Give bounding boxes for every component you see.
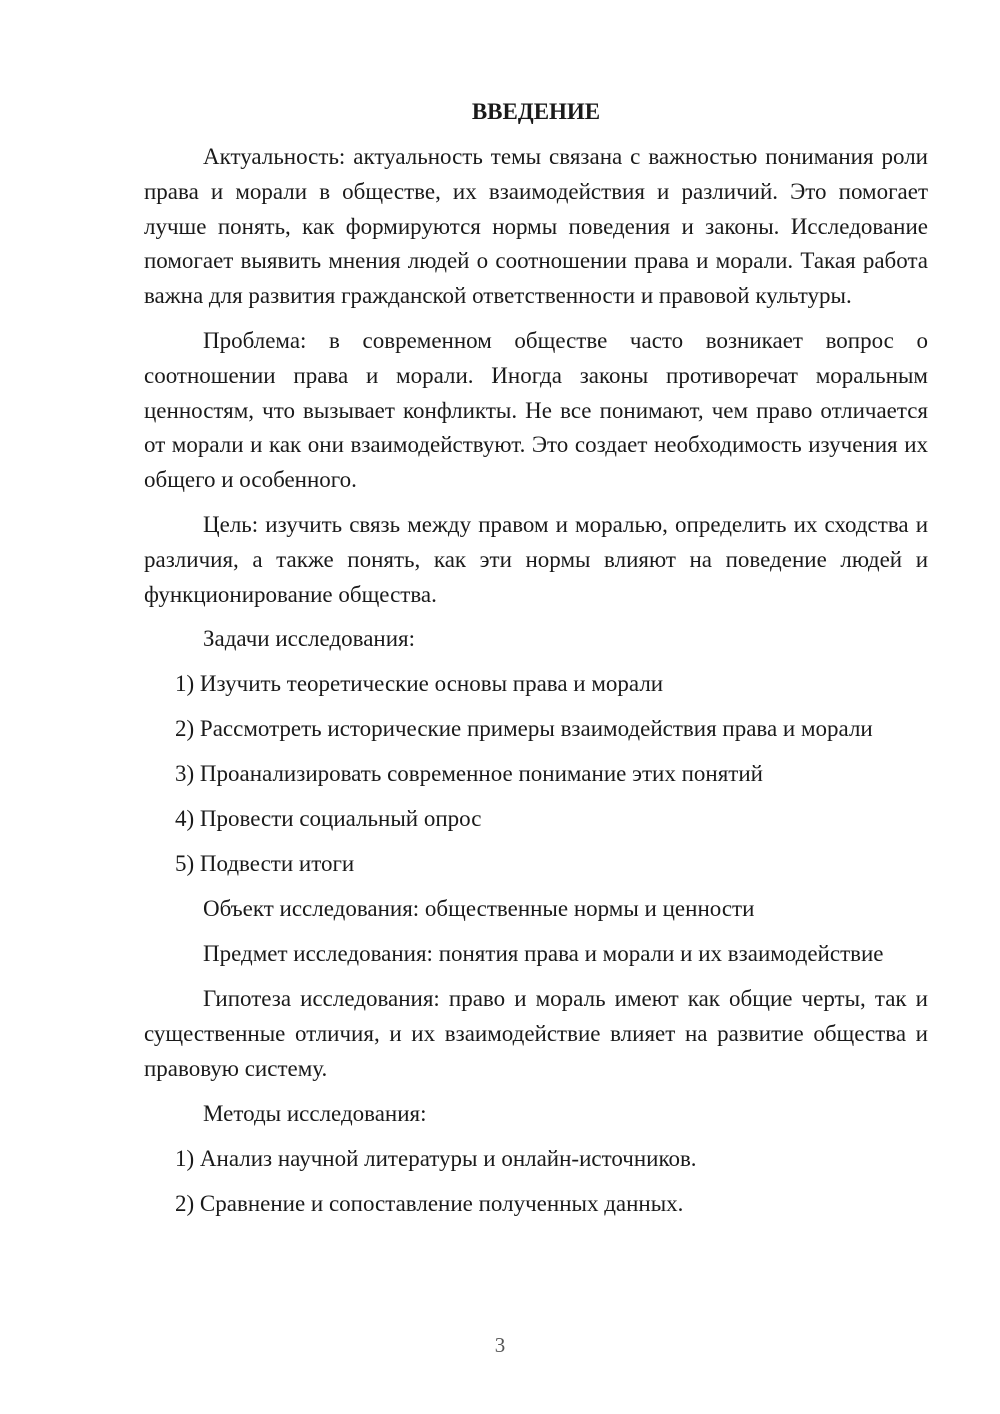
method-item-1: 1) Анализ научной литературы и онлайн-источников. (175, 1145, 697, 1171)
task-item-3: 3) Проанализировать современное понимание этих понятий (175, 761, 763, 787)
problem-paragraph: Проблема: в современном обществе часто возникает вопрос о соотношении права и морали. Иногда законы противоречат моральным ценностям, что вызывает конфликты. Не все понимают, чем право отличается от морали и как они взаимодействуют. Это создает необходимость изучения их общего и особенного. (144, 327, 928, 493)
research-object: Объект исследования: общественные нормы и ценности (203, 896, 755, 922)
task-item-5: 5) Подвести итоги (175, 851, 355, 877)
section-title: ВВЕДЕНИЕ (471, 99, 601, 124)
hypothesis-paragraph: Гипотеза исследования: право и мораль имеют как общие черты, так и существенные отличия, и их взаимодействие влияет на развитие общества и правовую систему. (144, 986, 928, 1081)
task-item-2: 2) Рассмотреть исторические примеры взаимодействия права и морали (175, 716, 873, 742)
goal-paragraph: Цель: изучить связь между правом и моралью, определить их сходства и различия, а также понять, как эти нормы влияют на поведение людей и функционирование общества. (144, 511, 928, 607)
page-number: 3 (494, 1333, 506, 1357)
research-subject: Предмет исследования: понятия права и морали и их взаимодействие (203, 941, 884, 967)
relevance-paragraph: Актуальность: актуальность темы связана с важностью понимания роли права и морали в обществе, их взаимодействия и различий. Это помогает лучше понять, как формируются нормы поведения и законы. Исследование помогает выявить мнения людей о соотношении права и морали. Такая работа важна для развития гражданской ответственности и правовой культуры. (144, 144, 928, 309)
task-item-4: 4) Провести социальный опрос (175, 806, 482, 832)
task-item-1: 1) Изучить теоретические основы права и морали (175, 671, 664, 697)
method-item-2: 2) Сравнение и сопоставление полученных данных. (175, 1190, 684, 1216)
page-body (144, 95, 928, 1232)
methods-heading: Методы исследования: (203, 1100, 427, 1126)
tasks-heading: Задачи исследования: (203, 626, 416, 652)
